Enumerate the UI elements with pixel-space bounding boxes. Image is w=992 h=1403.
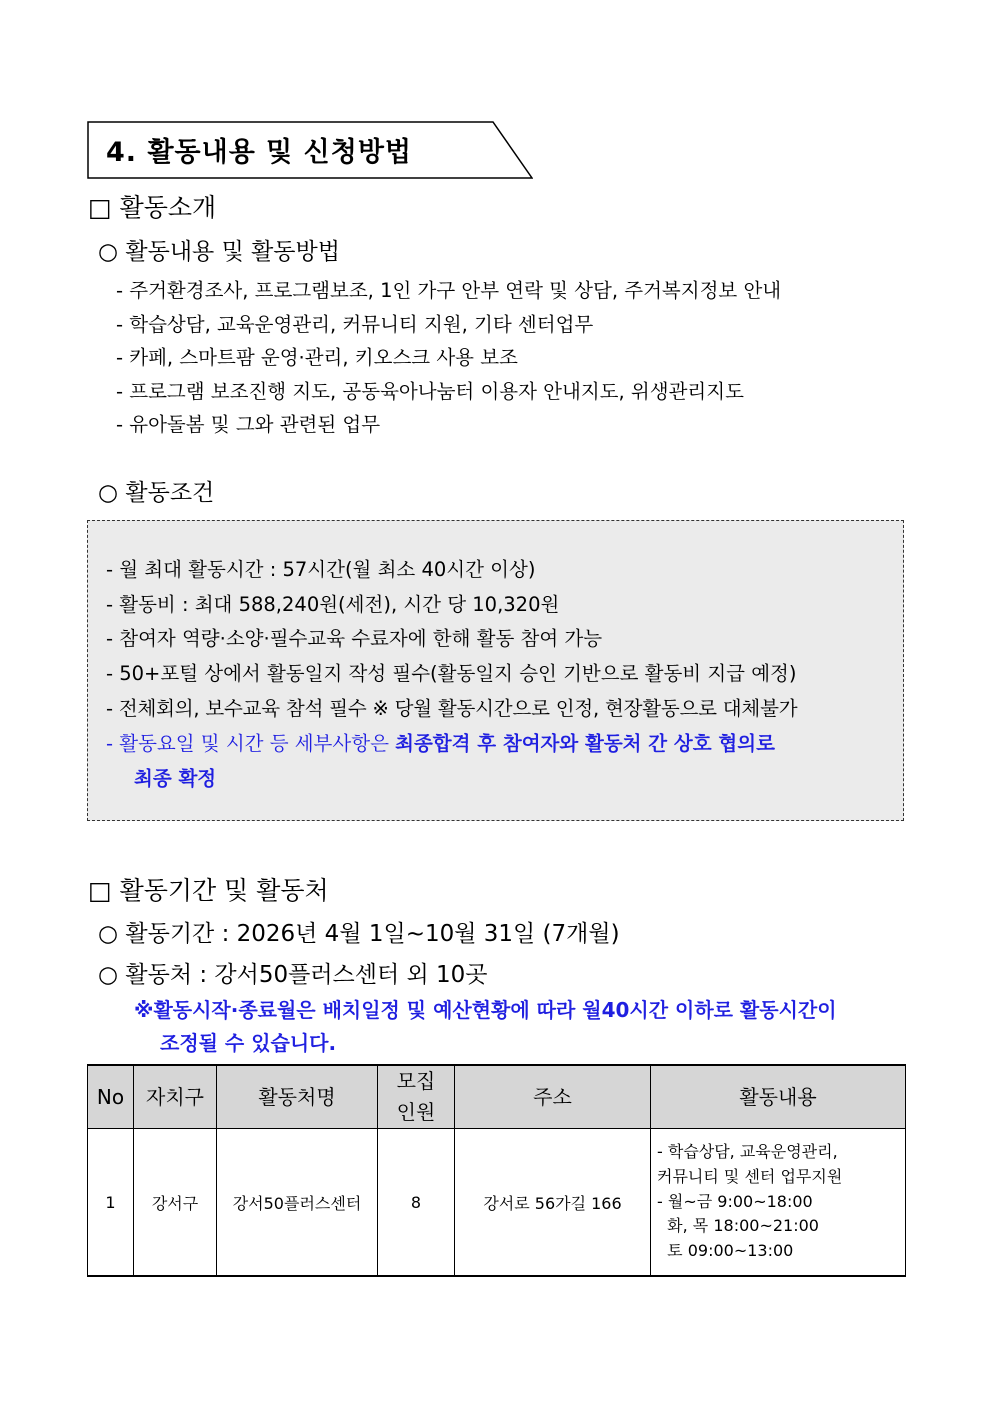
activity-line: 화, 목 18:00~21:00: [657, 1216, 819, 1236]
header-district: 자치구: [134, 1065, 217, 1129]
activity-period: ○ 활동기간 : 2026년 4월 1일~10월 31일 (7개월): [98, 921, 620, 947]
activity-line: - 학습상담, 교육운영관리,: [657, 1142, 838, 1161]
condition-item: - 50+포털 상에서 활동일지 작성 필수(활동일지 승인 기반으로 활동비 지급 예정): [106, 662, 797, 685]
condition-item: - 월 최대 활동시간 : 57시간(월 최소 40시간 이상): [106, 558, 536, 581]
condition-highlight-prefix: - 활동요일 및 시간 등 세부사항은: [106, 732, 396, 755]
activity-item: - 학습상담, 교육운영관리, 커뮤니티 지원, 기타 센터업무: [116, 313, 594, 336]
section-title-period-place: □ 활동기간 및 활동처: [88, 876, 329, 905]
cell-no: 1: [88, 1129, 134, 1277]
cell-district: 강서구: [134, 1129, 217, 1277]
condition-item: - 참여자 역량·소양·필수교육 수료자에 한해 활동 참여 가능: [106, 627, 603, 650]
table-row: [88, 1129, 906, 1277]
table-header-row: [88, 1065, 906, 1129]
header-recruit-line2: 인원: [396, 1100, 436, 1124]
cell-activity: [651, 1129, 906, 1277]
subsection-title-conditions: ○ 활동조건: [98, 480, 215, 506]
subsection-title-activity-content: ○ 활동내용 및 활동방법: [98, 239, 340, 265]
condition-highlight-line2: 최종 확정: [134, 767, 217, 790]
activity-item: - 유아돌봄 및 그와 관련된 업무: [116, 413, 381, 436]
cell-place-name: 강서50플러스센터: [217, 1129, 378, 1277]
activity-site-table: [87, 1064, 906, 1277]
activity-place: ○ 활동처 : 강서50플러스센터 외 10곳: [98, 962, 488, 988]
activity-line: 커뮤니티 및 센터 업무지원: [657, 1166, 843, 1186]
header-recruit-line1: 모집: [396, 1069, 436, 1093]
condition-item: - 전체회의, 보수교육 참석 필수 ※ 당월 활동시간으로 인정, 현장활동으로 대체불가: [106, 697, 798, 720]
schedule-note-line2: 조정될 수 있습니다.: [160, 1031, 337, 1055]
activity-item: - 프로그램 보조진행 지도, 공동육아나눔터 이용자 안내지도, 위생관리지도: [116, 380, 744, 403]
header-recruit: [378, 1065, 455, 1129]
condition-item: - 활동비 : 최대 588,240원(세전), 시간 당 10,320원: [106, 593, 560, 616]
activity-item: - 주거환경조사, 프로그램보조, 1인 가구 안부 연락 및 상담, 주거복지정보 안내: [116, 279, 782, 302]
activity-line: 토 09:00~13:00: [657, 1241, 794, 1261]
cell-recruit: 8: [378, 1129, 455, 1277]
schedule-note-line1: ※활동시작·종료월은 배치일정 및 예산현황에 따라 월40시간 이하로 활동시간이: [134, 998, 837, 1022]
header-address: 주소: [455, 1065, 651, 1129]
section-title-activity-intro: □ 활동소개: [88, 193, 217, 222]
header-no: No: [88, 1065, 134, 1129]
cell-address: 강서로 56가길 166: [455, 1129, 651, 1277]
activity-item: - 카페, 스마트팜 운영·관리, 키오스크 사용 보조: [116, 346, 518, 369]
section-heading: 4. 활동내용 및 신청방법: [106, 137, 412, 168]
header-activity: 활동내용: [651, 1065, 906, 1129]
header-place-name: 활동처명: [217, 1065, 378, 1129]
activity-line: - 월~금 9:00~18:00: [657, 1191, 813, 1211]
condition-item-highlight: [106, 728, 775, 756]
condition-highlight-bold: 최종합격 후 참여자와 활동처 간 상호 협의로: [395, 732, 775, 755]
